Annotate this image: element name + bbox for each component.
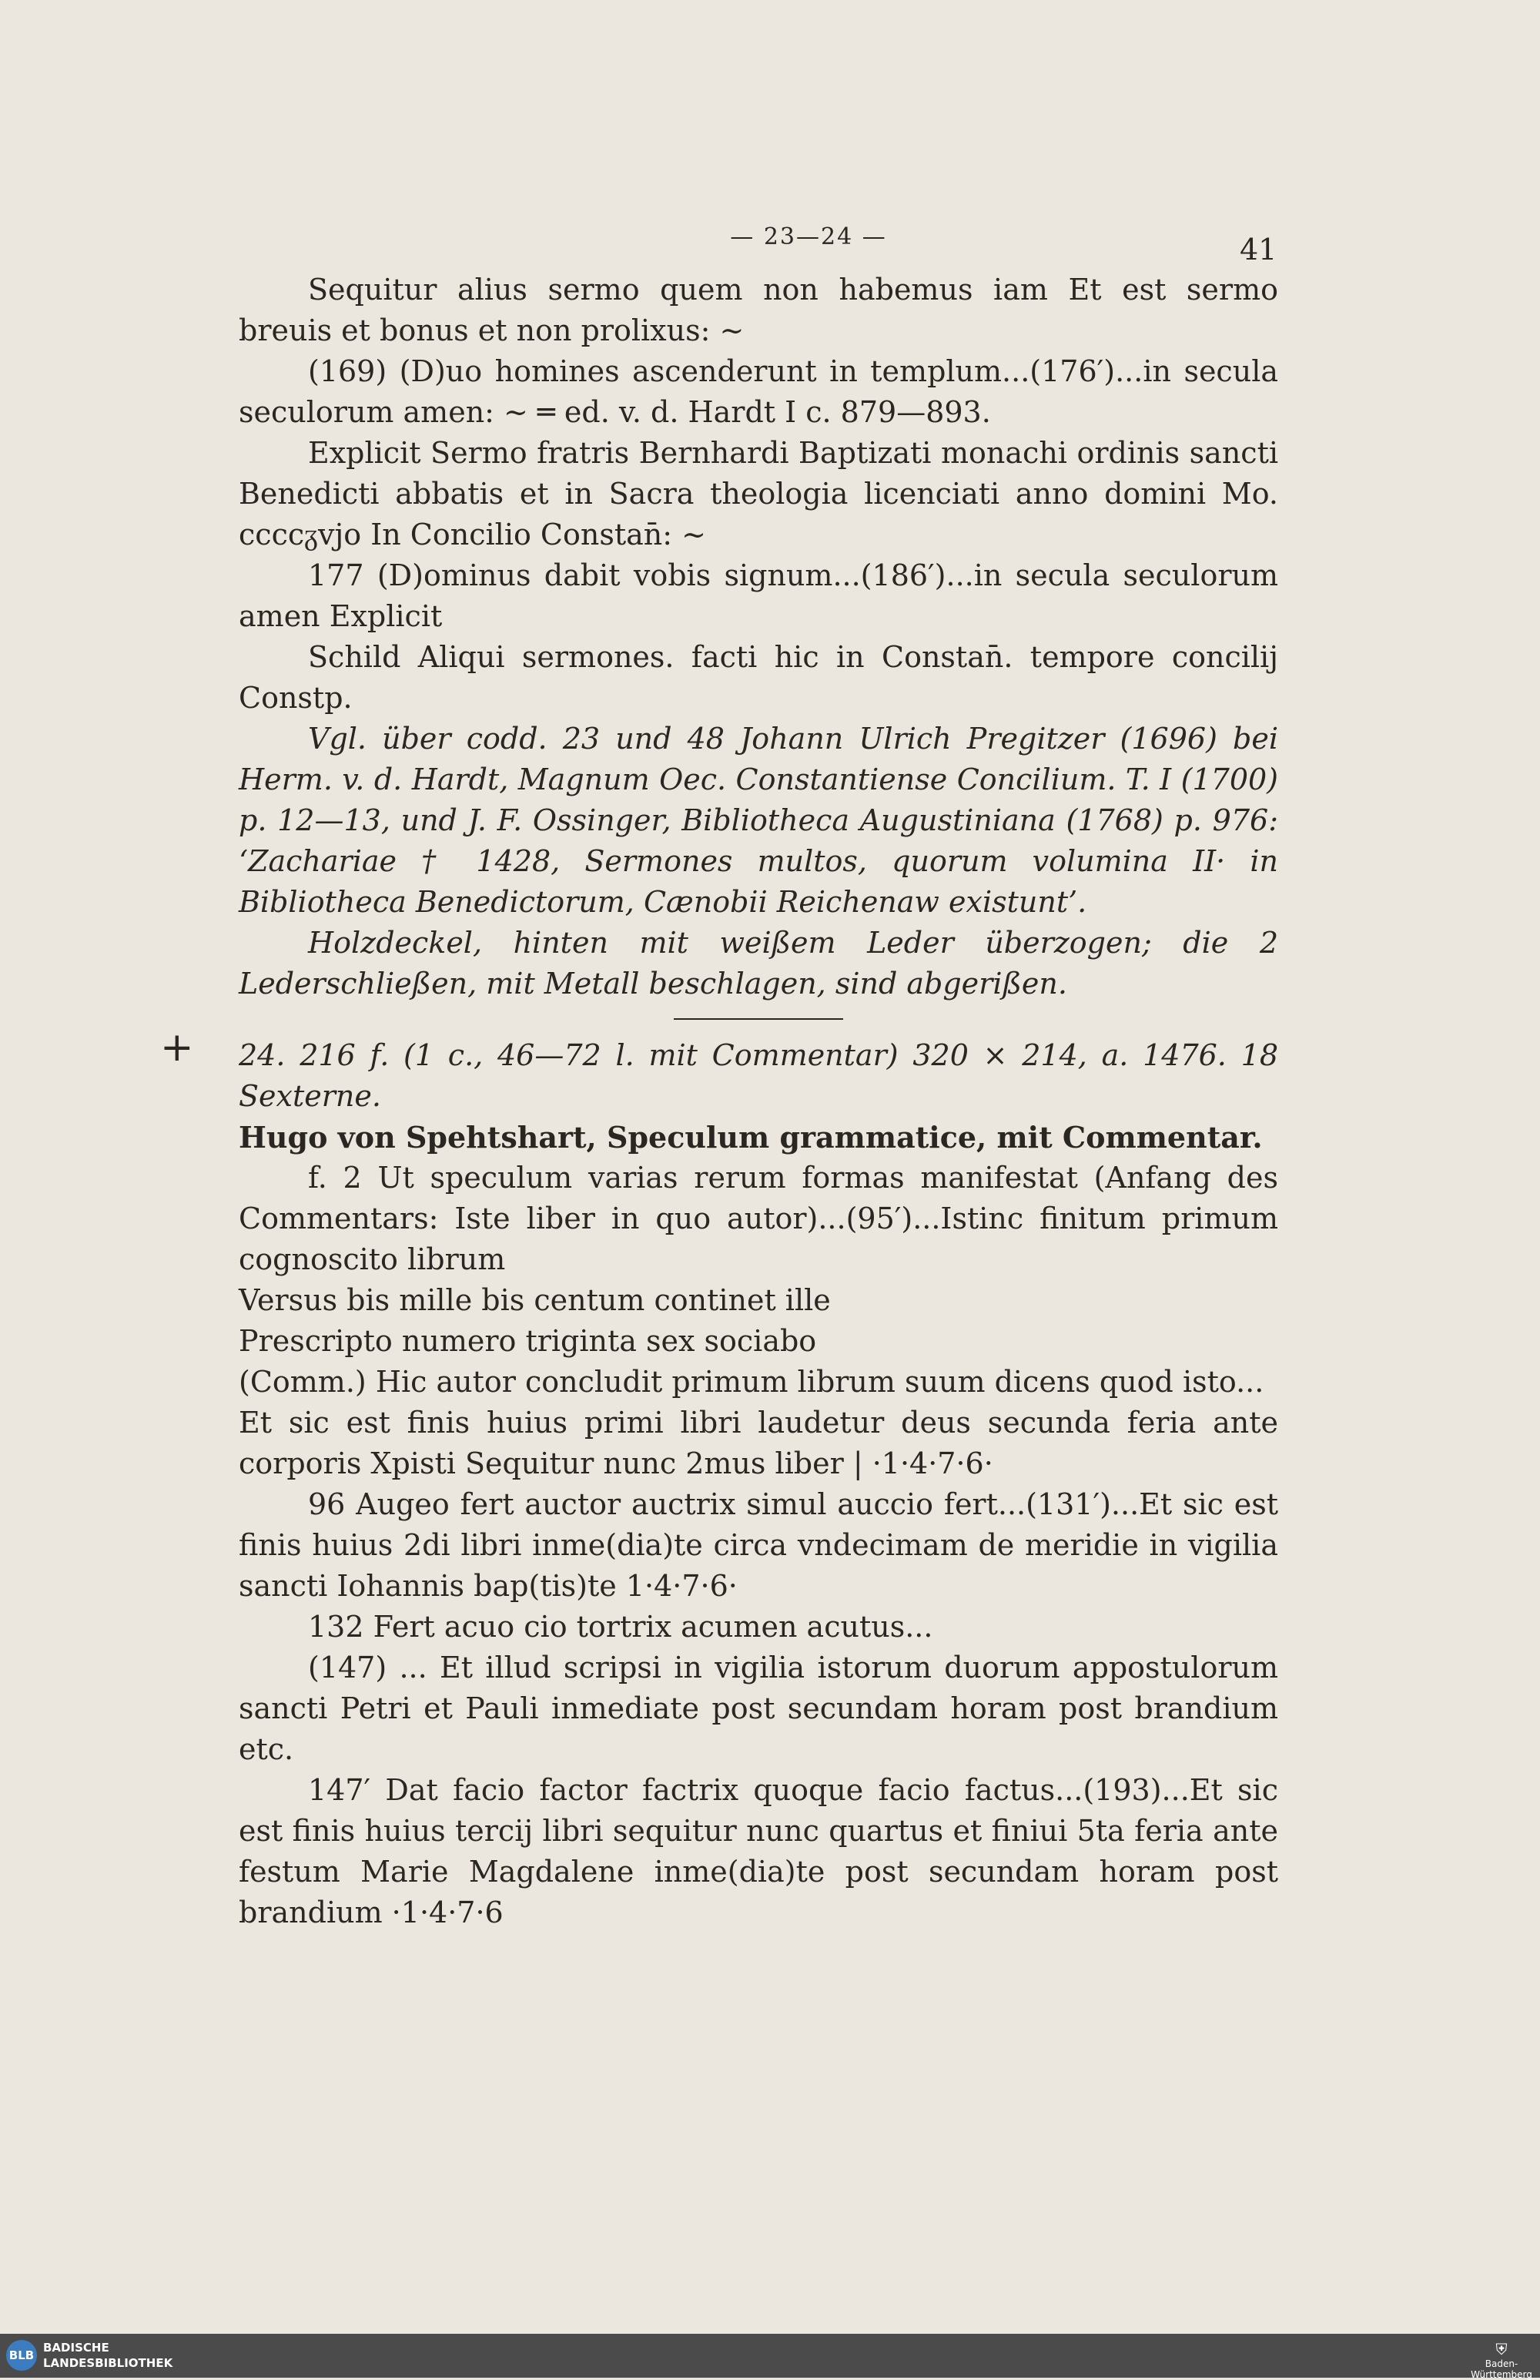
- paragraph-147-prime: 147′ Dat facio factor factrix quoque facio factus...(193)...Et sic est finis huius tercij libri sequitur nunc quartus et finiui 5ta feria ante festum Marie Magdalene inme(dia)te post secundam horam post brandium ·1·4·7·6: [239, 1773, 1278, 1929]
- paragraph-holzdeckel: Holzdeckel, hinten mit weißem Leder überzogen; die 2 Lederschließen, mit Metall beschlagen, sind abgerißen.: [239, 926, 1278, 1001]
- paragraph-comm: (Comm.) Hic autor concludit primum librum suum dicens quod isto...: [239, 1365, 1264, 1399]
- baden-wuerttemberg-label: Baden-Württemberg: [1471, 2358, 1532, 2380]
- paragraph-147: (147) ... Et illud scripsi in vigilia istorum duorum appostulorum sancti Petri et Pauli inmediate post secundam horam post brandium etc.: [239, 1651, 1278, 1766]
- paragraph-96: 96 Augeo fert auctor auctrix simul auccio fert...(131′)...Et sic est finis huius 2di libri inme(dia)te circa vndecimam de meridie in vigilia sancti Iohannis bap(tis)te 1·4·7·6·: [239, 1487, 1278, 1603]
- library-name-line1: BADISCHE: [43, 2341, 109, 2355]
- page-body: [239, 270, 1278, 1933]
- library-name: [43, 2340, 172, 2371]
- verse-line-2: Prescripto numero triginta sex sociabo: [239, 1324, 817, 1358]
- paragraph-sequitur: Sequitur alius sermo quem non habemus iam Et est sermo breuis et bonus et non prolixus: ∼: [239, 273, 1278, 347]
- library-name-line2: LANDESBIBLIOTHEK: [43, 2356, 173, 2370]
- paragraph-explicit: Explicit Sermo fratris Bernhardi Baptizati monachi ordinis sancti Benedicti abbatis et in Sacra theologia licenciati anno domini Mo. ccccᵹvjo In Concilio Constan̄: ∼: [239, 436, 1278, 551]
- paragraph-et-sic: Et sic est finis huius primi libri laudetur deus secunda feria ante corporis Xpisti Sequitur nunc 2mus liber | ·1·4·7·6·: [239, 1406, 1278, 1480]
- running-head: — 23—24 —: [730, 223, 887, 250]
- paragraph-169: (169) (D)uo homines ascenderunt in templum...(176′)...in secula seculorum amen: ∼ ═ ed. v. d. Hardt I c. 879—893.: [239, 354, 1278, 429]
- entry-24-heading: 24. 216 f. (1 c., 46—72 l. mit Commentar) 320 × 214, a. 1476. 18 Sexterne.: [239, 1038, 1278, 1113]
- paragraph-vgl: Vgl. über codd. 23 und 48 Johann Ulrich Pregitzer (1696) bei Herm. v. d. Hardt, Magnum Oec. Constantiense Concilium. T. I (1700) p. 12—13, und J. F. Ossinger, Bibliotheca Augustiniana (1768) p. 976: ‘Zachariae † 1428, Sermones multos, quorum volumina II· in Bibliotheca Benedictorum, Cænobii Reichenaw existunt’.: [239, 722, 1278, 919]
- verse-line-1: Versus bis mille bis centum continet ille: [239, 1283, 831, 1317]
- paragraph-132: 132 Fert acuo cio tortrix acumen acutus...: [308, 1610, 933, 1644]
- page-number: 41: [1240, 233, 1277, 266]
- library-footer-bar: [0, 2334, 1540, 2378]
- blb-logo-icon: BLB: [6, 2340, 37, 2371]
- paragraph-177: 177 (D)ominus dabit vobis signum...(186′)...in secula seculorum amen Explicit: [239, 558, 1278, 633]
- paragraph-schild: Schild Aliqui sermones. facti hic in Constan̄. tempore concilij Constp.: [239, 640, 1278, 715]
- paragraph-f2: f. 2 Ut speculum varias rerum formas manifestat (Anfang des Commentars: Iste liber in quo autor)...(95′)...Istinc finitum primum cognoscito librum: [239, 1161, 1278, 1276]
- entry-24-title: Hugo von Spehtshart, Speculum grammatice, mit Commentar.: [239, 1120, 1263, 1155]
- baden-wuerttemberg-logo: [1471, 2340, 1532, 2380]
- margin-plus-mark: +: [160, 1024, 194, 1071]
- crest-icon: ⛨: [1495, 2340, 1508, 2358]
- section-divider: [674, 1018, 843, 1020]
